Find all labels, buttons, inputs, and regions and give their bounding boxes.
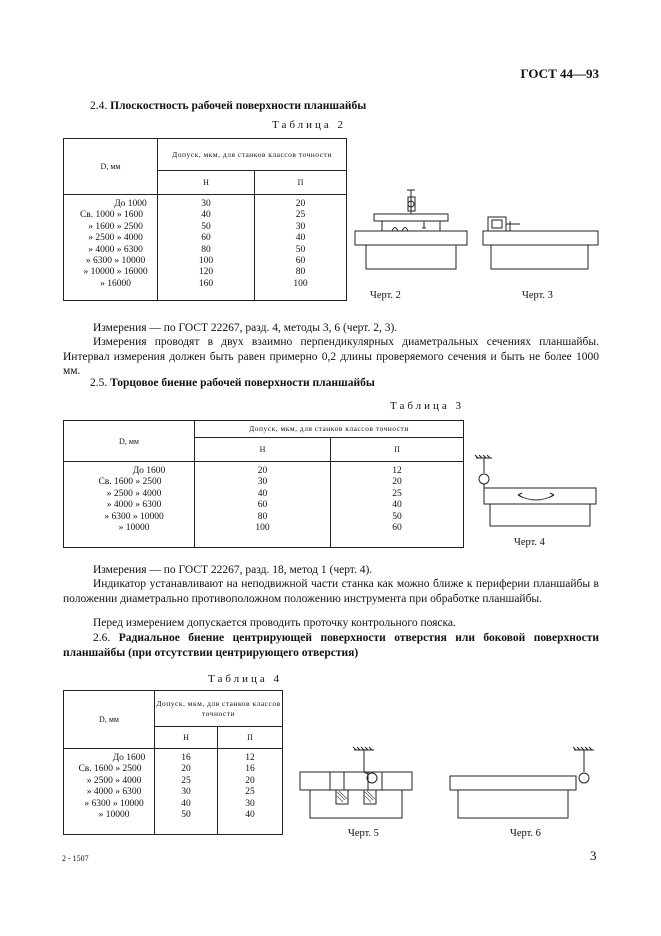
table-2-ranges <box>64 195 158 301</box>
table-cell: 12 <box>392 466 402 476</box>
table-cell: 40 <box>181 798 191 809</box>
table-cell: 40 <box>392 500 402 511</box>
table-cell: 12 <box>245 753 255 763</box>
table-cell: 120 <box>198 267 214 278</box>
table-cell: 16 <box>181 753 191 763</box>
section-number: 2.4. <box>90 100 108 112</box>
figure-4-caption: Черт. 4 <box>514 537 545 548</box>
table-cell: » 10000 <box>98 809 130 820</box>
table-cell: До 1000 <box>114 199 147 209</box>
table-cell: 30 <box>181 787 191 798</box>
table-2-col-d: D, мм <box>64 139 158 195</box>
table-cell: 160 <box>198 278 214 289</box>
table-cell: 25 <box>245 787 255 798</box>
table-cell: » 4000 » 6300 <box>88 244 143 255</box>
table-cell: Св. 1600 » 2500 <box>78 764 142 775</box>
table-4 <box>63 690 283 835</box>
table-cell: 25 <box>295 210 306 221</box>
table-cell: 25 <box>392 488 402 499</box>
figure-2-caption: Черт. 2 <box>370 290 401 301</box>
table-4-ranges <box>64 749 155 835</box>
table-3-ranges <box>64 462 195 548</box>
table-cell: До 1600 <box>112 753 146 763</box>
figure-3-drawing <box>480 210 602 274</box>
table-cell: » 10000 <box>118 522 150 533</box>
table-cell: » 2500 » 4000 <box>86 775 142 786</box>
figure-6-drawing <box>448 746 598 824</box>
table-cell: » 10000 » 16000 <box>83 267 148 278</box>
section-title: Плоскостность рабочей поверхности планшайбы <box>110 100 367 112</box>
table-3-p-values <box>331 462 464 548</box>
table-cell: 30 <box>201 199 211 209</box>
table-cell: 20 <box>181 764 191 775</box>
table-cell: » 6300 » 10000 <box>84 798 144 809</box>
table-cell: » 6300 » 10000 <box>85 255 146 266</box>
table-2-caption: Таблица 2 <box>272 119 347 131</box>
table-4-col-tolerance: Допуск, мкм, для станков классов точности <box>155 691 283 727</box>
table-cell: 50 <box>181 809 191 820</box>
table-cell: » 2500 » 4000 <box>106 488 162 499</box>
table-4-p-values <box>218 749 283 835</box>
table-cell: 40 <box>201 210 211 221</box>
page-number: 3 <box>590 848 597 863</box>
table-4-caption: Таблица 4 <box>208 673 283 685</box>
table-cell: 40 <box>295 233 306 244</box>
table-4-col-d: D, мм <box>64 691 155 749</box>
table-cell: 60 <box>295 255 306 266</box>
table-cell: 60 <box>257 500 268 511</box>
table-cell: 16 <box>245 764 255 775</box>
section-number: 2.5. <box>90 377 108 389</box>
table-cell: 80 <box>257 511 268 522</box>
paragraph-2-5-b: Перед измерением допускается проводить проточку контрольного пояска. <box>93 617 456 629</box>
table-cell: 60 <box>392 522 402 533</box>
table-cell: 100 <box>255 522 270 533</box>
table-cell: 20 <box>392 477 402 488</box>
section-number: 2.6. <box>93 632 111 644</box>
table-cell: 80 <box>201 244 211 255</box>
table-2-col-tolerance: Допуск, мкм, для станков классов точности <box>158 139 347 171</box>
table-cell: 20 <box>245 775 255 786</box>
table-2-col-n: Н <box>158 171 255 195</box>
print-code: 2 - 1507 <box>62 854 89 863</box>
measurement-note-2-5: Измерения — по ГОСТ 22267, разд. 18, метод 1 (черт. 4). <box>93 564 373 576</box>
table-cell: 30 <box>295 221 306 232</box>
table-4-col-n: Н <box>155 727 218 749</box>
table-3-n-values <box>195 462 331 548</box>
section-2-4-heading <box>90 100 366 112</box>
table-2-col-p: П <box>255 171 347 195</box>
table-cell: 100 <box>198 255 214 266</box>
section-title: Торцовое биение рабочей поверхности планшайбы <box>110 377 375 389</box>
table-cell: 40 <box>257 488 268 499</box>
figure-5-drawing <box>298 746 414 824</box>
table-cell: 60 <box>201 233 211 244</box>
figure-6-caption: Черт. 6 <box>510 828 541 839</box>
section-title: Радиальное биение центрирующей поверхности отверстия или боковой поверхности планшайбы (при отсутствии центрирующего отверстия) <box>63 632 600 659</box>
table-cell: 50 <box>295 244 306 255</box>
table-2-n-values <box>158 195 255 301</box>
table-3-col-p: П <box>331 438 464 462</box>
table-3-caption: Таблица 3 <box>390 400 465 412</box>
section-2-5-heading <box>90 377 375 389</box>
table-4-n-values <box>155 749 218 835</box>
measurement-note-2-4: Измерения — по ГОСТ 22267, разд. 4, методы 3, 6 (черт. 2, 3). <box>93 322 398 334</box>
table-cell: 20 <box>295 199 306 209</box>
table-cell: Св. 1600 » 2500 <box>98 477 162 488</box>
section-2-6-heading <box>63 631 599 660</box>
table-3 <box>63 420 464 548</box>
table-3-col-n: Н <box>195 438 331 462</box>
table-cell: 100 <box>293 278 308 289</box>
paragraph-2-5-a: Индикатор устанавливают на неподвижной части станка как можно ближе к периферии планшайбы в положении диаметрально противоположном положению инструмента при обработке планшайбы. <box>63 578 599 605</box>
table-cell: 30 <box>257 477 268 488</box>
table-cell: До 1600 <box>132 466 166 476</box>
document-code: ГОСТ 44—93 <box>520 66 599 81</box>
paragraph-2-4: Измерения проводят в двух взаимно перпендикулярных диаметральных сечениях планшайбы. Интервал измерения должен быть равен примерно 0,2 длины проверяемого сечения и быть не более 1000 мм. <box>63 336 599 377</box>
table-cell: » 6300 » 10000 <box>104 511 164 522</box>
table-cell: 50 <box>201 221 211 232</box>
figure-4-drawing <box>474 454 600 530</box>
table-cell: 20 <box>257 466 268 476</box>
table-cell: 30 <box>245 798 255 809</box>
table-cell: 40 <box>245 809 255 820</box>
table-2-p-values <box>255 195 347 301</box>
table-2 <box>63 138 347 301</box>
table-cell: » 4000 » 6300 <box>86 787 142 798</box>
table-3-col-tolerance: Допуск, мкм, для станков классов точности <box>195 421 464 438</box>
table-cell: Св. 1000 » 1600 <box>79 210 144 221</box>
figure-3-caption: Черт. 3 <box>522 290 553 301</box>
table-3-col-d: D, мм <box>64 421 195 462</box>
table-cell: 80 <box>295 267 306 278</box>
table-cell: » 4000 » 6300 <box>106 500 162 511</box>
figure-2-drawing <box>352 184 470 274</box>
figure-5-caption: Черт. 5 <box>348 828 379 839</box>
table-cell: » 2500 » 4000 <box>88 233 143 244</box>
table-cell: » 1600 » 2500 <box>88 221 143 232</box>
table-cell: » 16000 <box>100 278 131 289</box>
table-4-col-p: П <box>218 727 283 749</box>
table-cell: 25 <box>181 775 191 786</box>
table-cell: 50 <box>392 511 402 522</box>
